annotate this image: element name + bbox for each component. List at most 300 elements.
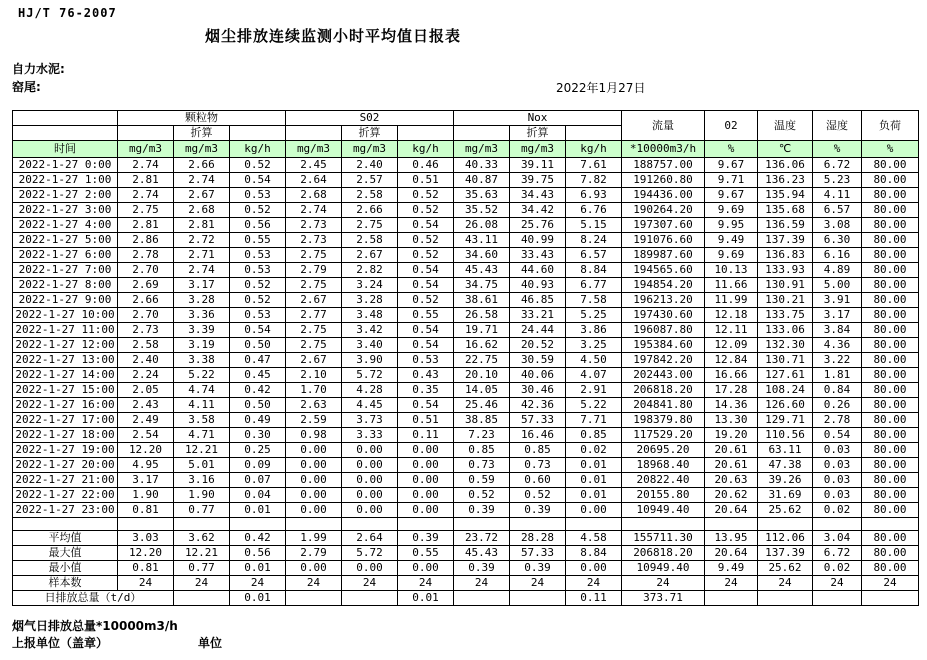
value-cell: 33.21 — [510, 308, 566, 323]
value-cell: 80.00 — [862, 398, 919, 413]
value-cell: 80.00 — [862, 383, 919, 398]
value-cell: 4.95 — [118, 458, 174, 473]
summary-value-cell: 3.03 — [118, 531, 174, 546]
empty-cell — [118, 518, 174, 531]
summary-value-cell: 0.77 — [174, 561, 230, 576]
spacer-row — [13, 518, 919, 531]
converted-header: 折算 — [342, 126, 398, 141]
value-cell: 80.00 — [862, 203, 919, 218]
table-row — [13, 413, 919, 428]
value-cell: 2.66 — [118, 293, 174, 308]
value-cell: 0.00 — [286, 473, 342, 488]
value-cell: 2.59 — [286, 413, 342, 428]
value-cell: 3.36 — [174, 308, 230, 323]
table-row — [13, 278, 919, 293]
summary-value-cell: 2.79 — [286, 546, 342, 561]
value-cell: 5.25 — [566, 308, 622, 323]
value-cell: 2.73 — [286, 233, 342, 248]
empty-cell — [13, 126, 118, 141]
summary-value-cell: 137.39 — [758, 546, 813, 561]
group-so2: S02 — [286, 111, 454, 126]
value-cell: 12.09 — [705, 338, 758, 353]
page-title: 烟尘排放连续监测小时平均值日报表 — [205, 27, 462, 45]
table-row — [13, 293, 919, 308]
value-cell: 2.68 — [174, 203, 230, 218]
value-cell: 2.91 — [566, 383, 622, 398]
value-cell: 0.00 — [398, 488, 454, 503]
empty-cell — [342, 518, 398, 531]
value-cell: 1.81 — [813, 368, 862, 383]
value-cell: 4.11 — [813, 188, 862, 203]
value-cell: 12.18 — [705, 308, 758, 323]
value-cell: 2.40 — [118, 353, 174, 368]
value-cell: 0.52 — [230, 278, 286, 293]
value-cell: 5.00 — [813, 278, 862, 293]
value-cell: 0.35 — [398, 383, 454, 398]
value-cell: 4.71 — [174, 428, 230, 443]
group-nox: Nox — [454, 111, 622, 126]
converted-header: 折算 — [510, 126, 566, 141]
value-cell: 9.69 — [705, 248, 758, 263]
value-cell: 190264.20 — [622, 203, 705, 218]
time-cell: 2022-1-27 17:00 — [13, 413, 118, 428]
value-cell: 80.00 — [862, 173, 919, 188]
value-cell: 80.00 — [862, 233, 919, 248]
value-cell: 137.39 — [758, 233, 813, 248]
value-cell: 1.70 — [286, 383, 342, 398]
value-cell: 12.84 — [705, 353, 758, 368]
daily-total-value-cell — [862, 591, 919, 606]
value-cell: 63.11 — [758, 443, 813, 458]
value-cell: 3.25 — [566, 338, 622, 353]
summary-value-cell: 3.62 — [174, 531, 230, 546]
daily-total-value-cell: 0.01 — [398, 591, 454, 606]
value-cell: 2.81 — [118, 218, 174, 233]
value-cell: 7.61 — [566, 158, 622, 173]
summary-value-cell: 80.00 — [862, 546, 919, 561]
value-cell: 0.46 — [398, 158, 454, 173]
value-cell: 6.30 — [813, 233, 862, 248]
value-cell: 0.00 — [398, 503, 454, 518]
value-cell: 8.84 — [566, 263, 622, 278]
value-cell: 0.55 — [398, 308, 454, 323]
value-cell: 0.03 — [813, 473, 862, 488]
value-cell: 20.63 — [705, 473, 758, 488]
value-cell: 3.91 — [813, 293, 862, 308]
table-row — [13, 458, 919, 473]
value-cell: 0.03 — [813, 443, 862, 458]
value-cell: 191076.60 — [622, 233, 705, 248]
value-cell: 2.54 — [118, 428, 174, 443]
value-cell: 44.60 — [510, 263, 566, 278]
time-cell: 2022-1-27 4:00 — [13, 218, 118, 233]
value-cell: 3.17 — [118, 473, 174, 488]
empty-cell — [705, 518, 758, 531]
header-flow: 流量 — [622, 111, 705, 141]
value-cell: 197430.60 — [622, 308, 705, 323]
value-cell: 80.00 — [862, 473, 919, 488]
value-cell: 2.63 — [286, 398, 342, 413]
value-cell: 0.53 — [398, 353, 454, 368]
value-cell: 80.00 — [862, 308, 919, 323]
value-cell: 0.84 — [813, 383, 862, 398]
daily-total-value-cell — [813, 591, 862, 606]
value-cell: 110.56 — [758, 428, 813, 443]
value-cell: 0.30 — [230, 428, 286, 443]
unit-cell: kg/h — [566, 141, 622, 158]
value-cell: 6.16 — [813, 248, 862, 263]
summary-value-cell: 0.02 — [813, 561, 862, 576]
value-cell: 80.00 — [862, 503, 919, 518]
daily-total-value-cell — [286, 591, 342, 606]
daily-total-value-cell — [454, 591, 510, 606]
summary-value-cell: 0.39 — [398, 531, 454, 546]
value-cell: 12.21 — [174, 443, 230, 458]
unit-label: 单位 — [198, 636, 223, 650]
summary-value-cell: 2.64 — [342, 531, 398, 546]
value-cell: 9.67 — [705, 188, 758, 203]
value-cell: 35.63 — [454, 188, 510, 203]
value-cell: 0.53 — [230, 248, 286, 263]
summary-value-cell: 24 — [342, 576, 398, 591]
value-cell: 40.93 — [510, 278, 566, 293]
summary-value-cell: 9.49 — [705, 561, 758, 576]
value-cell: 11.66 — [705, 278, 758, 293]
value-cell: 14.36 — [705, 398, 758, 413]
value-cell: 0.52 — [230, 158, 286, 173]
value-cell: 2.86 — [118, 233, 174, 248]
empty-cell — [286, 126, 342, 141]
unit-cell: mg/m3 — [454, 141, 510, 158]
time-cell: 2022-1-27 0:00 — [13, 158, 118, 173]
summary-label-cell: 平均值 — [13, 531, 118, 546]
value-cell: 0.54 — [230, 323, 286, 338]
value-cell: 34.75 — [454, 278, 510, 293]
value-cell: 80.00 — [862, 368, 919, 383]
table-row — [13, 503, 919, 518]
value-cell: 2.68 — [286, 188, 342, 203]
value-cell: 46.85 — [510, 293, 566, 308]
value-cell: 0.60 — [510, 473, 566, 488]
monitoring-point: 窑尾: — [12, 80, 41, 94]
time-cell: 2022-1-27 14:00 — [13, 368, 118, 383]
value-cell: 80.00 — [862, 278, 919, 293]
value-cell: 80.00 — [862, 443, 919, 458]
value-cell: 2.75 — [286, 338, 342, 353]
value-cell: 57.33 — [510, 413, 566, 428]
summary-value-cell: 57.33 — [510, 546, 566, 561]
value-cell: 9.95 — [705, 218, 758, 233]
time-cell: 2022-1-27 18:00 — [13, 428, 118, 443]
summary-value-cell: 6.72 — [813, 546, 862, 561]
empty-cell — [398, 126, 454, 141]
empty-cell — [566, 518, 622, 531]
value-cell: 3.40 — [342, 338, 398, 353]
value-cell: 9.67 — [705, 158, 758, 173]
value-cell: 0.85 — [454, 443, 510, 458]
report-table — [12, 110, 919, 606]
value-cell: 0.56 — [230, 218, 286, 233]
summary-value-cell: 0.39 — [510, 561, 566, 576]
value-cell: 0.52 — [398, 203, 454, 218]
value-cell: 0.52 — [230, 203, 286, 218]
value-cell: 2.69 — [118, 278, 174, 293]
value-cell: 2.49 — [118, 413, 174, 428]
value-cell: 2.67 — [286, 293, 342, 308]
value-cell: 0.54 — [398, 323, 454, 338]
value-cell: 2.43 — [118, 398, 174, 413]
unit-cell: ℃ — [758, 141, 813, 158]
summary-value-cell: 80.00 — [862, 561, 919, 576]
value-cell: 25.46 — [454, 398, 510, 413]
value-cell: 43.11 — [454, 233, 510, 248]
time-cell: 2022-1-27 19:00 — [13, 443, 118, 458]
unit-cell: kg/h — [398, 141, 454, 158]
value-cell: 3.28 — [174, 293, 230, 308]
table-row — [13, 443, 919, 458]
empty-cell — [230, 126, 286, 141]
value-cell: 0.54 — [398, 278, 454, 293]
report-unit-label: 上报单位（盖章） — [12, 636, 109, 650]
value-cell: 0.04 — [230, 488, 286, 503]
summary-value-cell: 4.58 — [566, 531, 622, 546]
value-cell: 80.00 — [862, 323, 919, 338]
value-cell: 197842.20 — [622, 353, 705, 368]
value-cell: 133.93 — [758, 263, 813, 278]
value-cell: 0.09 — [230, 458, 286, 473]
value-cell: 80.00 — [862, 353, 919, 368]
value-cell: 2.05 — [118, 383, 174, 398]
value-cell: 12.11 — [705, 323, 758, 338]
value-cell: 0.73 — [510, 458, 566, 473]
value-cell: 16.46 — [510, 428, 566, 443]
value-cell: 80.00 — [862, 413, 919, 428]
table-row — [13, 233, 919, 248]
value-cell: 20155.80 — [622, 488, 705, 503]
value-cell: 2.71 — [174, 248, 230, 263]
value-cell: 6.57 — [566, 248, 622, 263]
empty-cell — [758, 518, 813, 531]
empty-cell — [813, 518, 862, 531]
table-row — [13, 368, 919, 383]
summary-value-cell: 24 — [813, 576, 862, 591]
value-cell: 0.53 — [230, 308, 286, 323]
value-cell: 0.52 — [454, 488, 510, 503]
value-cell: 206818.20 — [622, 383, 705, 398]
value-cell: 33.43 — [510, 248, 566, 263]
value-cell: 2.66 — [342, 203, 398, 218]
summary-value-cell: 112.06 — [758, 531, 813, 546]
value-cell: 3.90 — [342, 353, 398, 368]
time-cell: 2022-1-27 13:00 — [13, 353, 118, 368]
header-load: 负荷 — [862, 111, 919, 141]
time-cell: 2022-1-27 23:00 — [13, 503, 118, 518]
value-cell: 80.00 — [862, 338, 919, 353]
value-cell: 0.45 — [230, 368, 286, 383]
summary-value-cell: 24 — [705, 576, 758, 591]
value-cell: 136.06 — [758, 158, 813, 173]
header-o2: 02 — [705, 111, 758, 141]
value-cell: 0.02 — [813, 503, 862, 518]
value-cell: 0.52 — [510, 488, 566, 503]
value-cell: 4.11 — [174, 398, 230, 413]
summary-value-cell: 13.95 — [705, 531, 758, 546]
summary-value-cell: 24 — [230, 576, 286, 591]
value-cell: 47.38 — [758, 458, 813, 473]
summary-value-cell: 25.62 — [758, 561, 813, 576]
value-cell: 2.75 — [118, 203, 174, 218]
group-header-row — [13, 111, 919, 126]
value-cell: 0.01 — [566, 488, 622, 503]
value-cell: 7.58 — [566, 293, 622, 308]
value-cell: 0.00 — [342, 473, 398, 488]
value-cell: 4.36 — [813, 338, 862, 353]
value-cell: 108.24 — [758, 383, 813, 398]
value-cell: 2.67 — [342, 248, 398, 263]
summary-row — [13, 546, 919, 561]
value-cell: 34.42 — [510, 203, 566, 218]
empty-cell — [862, 518, 919, 531]
value-cell: 194854.20 — [622, 278, 705, 293]
summary-value-cell: 23.72 — [454, 531, 510, 546]
value-cell: 5.23 — [813, 173, 862, 188]
value-cell: 127.61 — [758, 368, 813, 383]
value-cell: 3.73 — [342, 413, 398, 428]
value-cell: 20.61 — [705, 458, 758, 473]
value-cell: 3.19 — [174, 338, 230, 353]
time-cell: 2022-1-27 22:00 — [13, 488, 118, 503]
value-cell: 0.52 — [230, 293, 286, 308]
value-cell: 133.06 — [758, 323, 813, 338]
value-cell: 0.00 — [398, 473, 454, 488]
summary-value-cell: 5.72 — [342, 546, 398, 561]
converted-header: 折算 — [174, 126, 230, 141]
value-cell: 0.25 — [230, 443, 286, 458]
daily-total-value-cell — [342, 591, 398, 606]
unit-cell: mg/m3 — [118, 141, 174, 158]
value-cell: 10.13 — [705, 263, 758, 278]
value-cell: 2.70 — [118, 308, 174, 323]
value-cell: 80.00 — [862, 458, 919, 473]
daily-total-value-cell — [174, 591, 230, 606]
empty-cell — [286, 518, 342, 531]
value-cell: 8.24 — [566, 233, 622, 248]
value-cell: 20822.40 — [622, 473, 705, 488]
value-cell: 0.26 — [813, 398, 862, 413]
table-row — [13, 308, 919, 323]
table-row — [13, 203, 919, 218]
value-cell: 40.99 — [510, 233, 566, 248]
value-cell: 38.85 — [454, 413, 510, 428]
empty-cell — [454, 518, 510, 531]
value-cell: 9.69 — [705, 203, 758, 218]
company-name: 自力水泥: — [12, 62, 65, 76]
summary-value-cell: 0.01 — [230, 561, 286, 576]
value-cell: 2.74 — [174, 173, 230, 188]
summary-value-cell: 0.39 — [454, 561, 510, 576]
summary-value-cell: 155711.30 — [622, 531, 705, 546]
value-cell: 6.72 — [813, 158, 862, 173]
value-cell: 7.82 — [566, 173, 622, 188]
value-cell: 45.43 — [454, 263, 510, 278]
value-cell: 0.77 — [174, 503, 230, 518]
value-cell: 0.53 — [230, 263, 286, 278]
unit-cell: mg/m3 — [286, 141, 342, 158]
value-cell: 0.54 — [398, 338, 454, 353]
value-cell: 80.00 — [862, 428, 919, 443]
summary-value-cell: 80.00 — [862, 531, 919, 546]
summary-value-cell: 10949.40 — [622, 561, 705, 576]
value-cell: 22.75 — [454, 353, 510, 368]
value-cell: 2.75 — [286, 323, 342, 338]
value-cell: 80.00 — [862, 248, 919, 263]
value-cell: 0.59 — [454, 473, 510, 488]
value-cell: 80.00 — [862, 293, 919, 308]
value-cell: 0.52 — [398, 233, 454, 248]
value-cell: 39.75 — [510, 173, 566, 188]
value-cell: 136.59 — [758, 218, 813, 233]
summary-value-cell: 206818.20 — [622, 546, 705, 561]
value-cell: 5.72 — [342, 368, 398, 383]
value-cell: 0.98 — [286, 428, 342, 443]
value-cell: 196087.80 — [622, 323, 705, 338]
group-particulate: 颗粒物 — [118, 111, 286, 126]
value-cell: 40.87 — [454, 173, 510, 188]
table-row — [13, 218, 919, 233]
value-cell: 5.01 — [174, 458, 230, 473]
time-cell: 2022-1-27 8:00 — [13, 278, 118, 293]
value-cell: 80.00 — [862, 263, 919, 278]
value-cell: 30.46 — [510, 383, 566, 398]
table-row — [13, 353, 919, 368]
daily-total-label: 日排放总量（t/d） — [13, 591, 174, 606]
value-cell: 2.77 — [286, 308, 342, 323]
value-cell: 2.64 — [286, 173, 342, 188]
table-row — [13, 488, 919, 503]
empty-cell — [454, 126, 510, 141]
value-cell: 3.16 — [174, 473, 230, 488]
summary-value-cell: 24 — [454, 576, 510, 591]
table-row — [13, 158, 919, 173]
value-cell: 20.10 — [454, 368, 510, 383]
value-cell: 14.05 — [454, 383, 510, 398]
unit-cell: mg/m3 — [342, 141, 398, 158]
time-cell: 2022-1-27 7:00 — [13, 263, 118, 278]
summary-value-cell: 24 — [758, 576, 813, 591]
flow-total-label: 烟气日排放总量*10000m3/h — [12, 619, 178, 633]
value-cell: 0.54 — [398, 218, 454, 233]
value-cell: 0.54 — [398, 263, 454, 278]
summary-label-cell: 最大值 — [13, 546, 118, 561]
value-cell: 20.61 — [705, 443, 758, 458]
value-cell: 189987.60 — [622, 248, 705, 263]
value-cell: 133.75 — [758, 308, 813, 323]
value-cell: 0.73 — [454, 458, 510, 473]
units-row — [13, 141, 919, 158]
value-cell: 7.23 — [454, 428, 510, 443]
value-cell: 2.66 — [174, 158, 230, 173]
value-cell: 2.75 — [286, 278, 342, 293]
value-cell: 2.78 — [813, 413, 862, 428]
summary-value-cell: 24 — [118, 576, 174, 591]
value-cell: 9.71 — [705, 173, 758, 188]
summary-value-cell: 24 — [622, 576, 705, 591]
value-cell: 16.62 — [454, 338, 510, 353]
value-cell: 2.81 — [174, 218, 230, 233]
time-cell: 2022-1-27 15:00 — [13, 383, 118, 398]
header-humidity: 湿度 — [813, 111, 862, 141]
value-cell: 10949.40 — [622, 503, 705, 518]
